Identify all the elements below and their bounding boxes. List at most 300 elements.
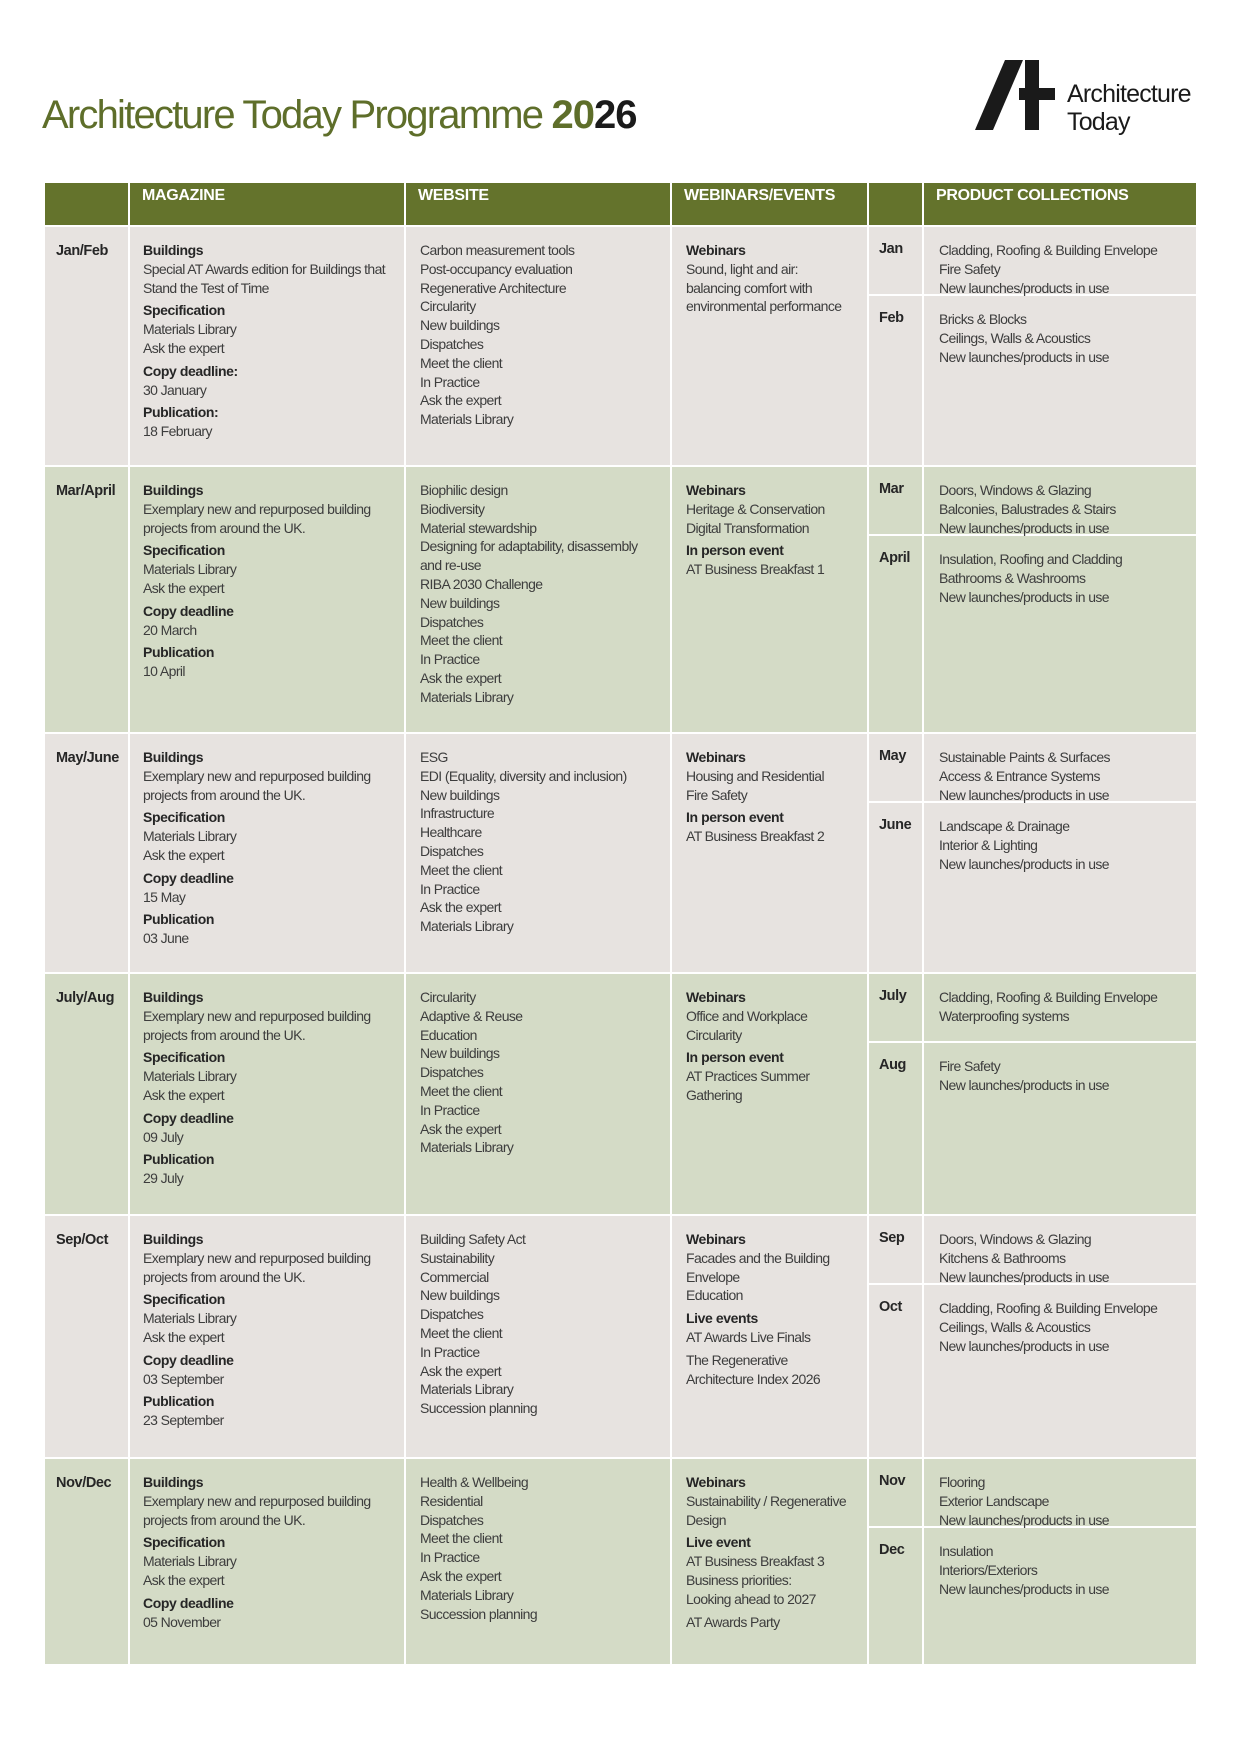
magazine-line: Ask the expert bbox=[143, 1086, 225, 1103]
table-row bbox=[44, 973, 1197, 1215]
events-group bbox=[686, 541, 855, 579]
col-header-magazine: MAGAZINE bbox=[129, 182, 405, 226]
magazine-line: 03 September bbox=[143, 1370, 224, 1387]
magazine-line: 18 February bbox=[143, 423, 212, 440]
product-stack bbox=[924, 467, 1196, 732]
website-cell bbox=[405, 1215, 671, 1458]
product-collection bbox=[924, 1216, 1196, 1285]
month-cell bbox=[868, 973, 923, 1215]
col-header-period bbox=[44, 182, 129, 226]
month-label: July bbox=[869, 974, 922, 1043]
website-topic: Ask the expert bbox=[420, 1120, 502, 1137]
product-item: New launches/products in use bbox=[939, 1337, 1109, 1354]
month-label: Feb bbox=[879, 310, 904, 326]
magazine-group-label: Copy deadline bbox=[143, 1594, 234, 1611]
magazine-line: 03 June bbox=[143, 930, 189, 947]
magazine-group-label: Publication bbox=[143, 911, 215, 928]
month-label: Oct bbox=[879, 1299, 902, 1315]
events-line: AT Awards Live Finals bbox=[686, 1328, 811, 1345]
magazine-cell bbox=[129, 226, 405, 466]
events-cell bbox=[671, 973, 868, 1215]
magazine-line: Materials Library bbox=[143, 561, 237, 578]
architecture-today-logo bbox=[975, 60, 1200, 145]
month-label: Dec bbox=[879, 1542, 905, 1558]
events-line: AT Business Breakfast 1 bbox=[686, 561, 825, 578]
product-item: Fire Safety bbox=[939, 1058, 1001, 1074]
product-item: New launches/products in use bbox=[939, 279, 1109, 296]
product-item: New launches/products in use bbox=[939, 519, 1109, 536]
magazine-cell bbox=[129, 1458, 405, 1665]
website-cell bbox=[405, 226, 671, 466]
product-item: Ceilings, Walls & Acoustics bbox=[939, 329, 1091, 346]
events-group bbox=[686, 481, 855, 537]
product-item: New launches/products in use bbox=[939, 588, 1109, 605]
magazine-line: Materials Library bbox=[143, 1310, 237, 1327]
product-item: Access & Entrance Systems bbox=[939, 767, 1100, 784]
website-topic: Biodiversity bbox=[420, 500, 485, 517]
magazine-cell bbox=[129, 733, 405, 973]
month-label: Nov bbox=[869, 1459, 922, 1528]
magazine-group-label: Specification bbox=[143, 1049, 225, 1066]
website-cell bbox=[405, 733, 671, 973]
magazine-group bbox=[143, 602, 392, 640]
website-topic: Dispatches bbox=[420, 1306, 484, 1323]
events-group-label: Webinars bbox=[686, 1474, 746, 1490]
website-cell bbox=[405, 1458, 671, 1665]
magazine-group bbox=[143, 403, 392, 441]
magazine-line: Ask the expert bbox=[143, 339, 225, 356]
website-topic: Ask the expert bbox=[420, 392, 502, 409]
magazine-group bbox=[143, 1230, 392, 1286]
website-topic: New buildings bbox=[420, 1045, 500, 1062]
table-row bbox=[44, 466, 1197, 733]
period-label: Mar/April bbox=[44, 466, 129, 733]
events-group bbox=[686, 808, 855, 846]
website-topic: Dispatches bbox=[420, 842, 484, 859]
magazine-group bbox=[143, 1150, 392, 1188]
product-stack bbox=[924, 974, 1196, 1214]
events-group bbox=[686, 1533, 855, 1608]
period-label: Sep/Oct bbox=[44, 1215, 129, 1458]
product-stack bbox=[924, 1459, 1196, 1664]
magazine-group-label: Buildings bbox=[143, 242, 204, 258]
events-line: Digital Transformation bbox=[686, 519, 809, 536]
events-cell bbox=[671, 1215, 868, 1458]
events-line: AT Business Breakfast 3 bbox=[686, 1553, 825, 1570]
product-collection bbox=[924, 1528, 1196, 1664]
month-label: Jan bbox=[869, 227, 922, 296]
table-row bbox=[44, 226, 1197, 466]
product-item: Insulation bbox=[939, 1543, 993, 1559]
table-row bbox=[44, 1215, 1197, 1458]
month-label: Sep bbox=[869, 1216, 922, 1285]
col-header-webinars-events: WEBINARS/EVENTS bbox=[671, 182, 868, 226]
magazine-line: Materials Library bbox=[143, 1553, 237, 1570]
magazine-line: Ask the expert bbox=[143, 1571, 225, 1588]
period-label: Nov/Dec bbox=[44, 1458, 129, 1665]
product-cell bbox=[923, 226, 1197, 466]
magazine-line: Materials Library bbox=[143, 321, 237, 338]
magazine-group-label: Publication bbox=[143, 644, 215, 661]
magazine-group bbox=[143, 1109, 392, 1147]
website-topic: Building Safety Act bbox=[420, 1231, 526, 1247]
magazine-cell bbox=[129, 1215, 405, 1458]
website-topic: In Practice bbox=[420, 651, 480, 668]
title-text: Architecture Today Programme bbox=[42, 93, 552, 137]
website-topic: In Practice bbox=[420, 880, 480, 897]
period-label: May/June bbox=[44, 733, 129, 973]
magazine-line: Special AT Awards edition for Buildings that bbox=[143, 260, 386, 277]
website-topic: Health & Wellbeing bbox=[420, 1474, 529, 1490]
magazine-group-label: Publication bbox=[143, 1151, 215, 1168]
website-topic: New buildings bbox=[420, 1287, 500, 1304]
table-row bbox=[44, 1458, 1197, 1665]
website-topic: Meet the client bbox=[420, 632, 503, 649]
website-topic: Meet the client bbox=[420, 861, 503, 878]
table-row bbox=[44, 733, 1197, 973]
website-topic: New buildings bbox=[420, 786, 500, 803]
magazine-group-label: Specification bbox=[143, 302, 225, 319]
product-collection bbox=[924, 1043, 1196, 1214]
product-cell bbox=[923, 466, 1197, 733]
website-topic: Dispatches bbox=[420, 613, 484, 630]
events-line: Looking ahead to 2027 bbox=[686, 1590, 816, 1607]
website-topic: Circularity bbox=[420, 989, 476, 1005]
product-item: Balconies, Balustrades & Stairs bbox=[939, 500, 1116, 517]
magazine-line: 10 April bbox=[143, 663, 185, 680]
magazine-group bbox=[143, 869, 392, 907]
magazine-cell bbox=[129, 973, 405, 1215]
month-label: April bbox=[879, 550, 911, 566]
website-topic: Circularity bbox=[420, 298, 476, 315]
magazine-line: Exemplary new and repurposed building bbox=[143, 1007, 371, 1024]
product-item: Fire Safety bbox=[939, 260, 1001, 277]
product-cell bbox=[923, 1215, 1197, 1458]
events-line: environmental performance bbox=[686, 298, 842, 315]
product-item: Bathrooms & Washrooms bbox=[939, 569, 1086, 586]
website-topic: Meet the client bbox=[420, 354, 503, 371]
magazine-group bbox=[143, 1392, 392, 1430]
events-line: Business priorities: bbox=[686, 1571, 792, 1588]
title-year-part2: 26 bbox=[594, 93, 637, 137]
events-line: AT Business Breakfast 2 bbox=[686, 828, 825, 845]
product-item: New launches/products in use bbox=[939, 348, 1109, 365]
events-group-label: Live event bbox=[686, 1534, 751, 1551]
magazine-line: 15 May bbox=[143, 888, 186, 905]
col-header-month bbox=[868, 182, 923, 226]
magazine-line: Materials Library bbox=[143, 1068, 237, 1085]
website-topic: EDI (Equality, diversity and inclusion) bbox=[420, 767, 627, 784]
events-line: Circularity bbox=[686, 1026, 742, 1043]
magazine-group bbox=[143, 910, 392, 948]
website-topic: Ask the expert bbox=[420, 899, 502, 916]
magazine-line: projects from around the UK. bbox=[143, 519, 306, 536]
magazine-line: Ask the expert bbox=[143, 1328, 225, 1345]
product-item: Kitchens & Bathrooms bbox=[939, 1249, 1066, 1266]
events-group-label: Live events bbox=[686, 1310, 758, 1327]
events-cell bbox=[671, 466, 868, 733]
product-item: Doors, Windows & Glazing bbox=[939, 482, 1092, 498]
product-item: Doors, Windows & Glazing bbox=[939, 1231, 1092, 1247]
website-topic: Dispatches bbox=[420, 1511, 484, 1528]
magazine-group-label: Specification bbox=[143, 1291, 225, 1308]
magazine-line: 05 November bbox=[143, 1613, 221, 1630]
magazine-group bbox=[143, 1473, 392, 1529]
title-year-part1: 20 bbox=[551, 93, 595, 137]
product-item: Ceilings, Walls & Acoustics bbox=[939, 1318, 1091, 1335]
website-topic: Materials Library bbox=[420, 1381, 514, 1398]
magazine-line: projects from around the UK. bbox=[143, 786, 306, 803]
events-group-label: Webinars bbox=[686, 482, 746, 498]
magazine-line: Ask the expert bbox=[143, 579, 225, 596]
magazine-group-label: Copy deadline bbox=[143, 869, 234, 886]
magazine-line: projects from around the UK. bbox=[143, 1511, 306, 1528]
magazine-group-label: Copy deadline bbox=[143, 602, 234, 619]
magazine-group-label: Buildings bbox=[143, 749, 204, 765]
product-collection bbox=[924, 296, 1196, 465]
magazine-line: projects from around the UK. bbox=[143, 1268, 306, 1285]
website-topic: Carbon measurement tools bbox=[420, 242, 575, 258]
magazine-line: 29 July bbox=[143, 1170, 184, 1187]
events-group bbox=[686, 241, 855, 316]
website-topic: Dispatches bbox=[420, 335, 484, 352]
website-topic: Materials Library bbox=[420, 688, 514, 705]
website-topic: ESG bbox=[420, 749, 448, 765]
website-topic: Materials Library bbox=[420, 1586, 514, 1603]
website-topic: Materials Library bbox=[420, 918, 514, 935]
events-group-label: Webinars bbox=[686, 242, 746, 258]
events-line: The Regenerative bbox=[686, 1351, 788, 1368]
magazine-line: projects from around the UK. bbox=[143, 1026, 306, 1043]
website-topic: and re-use bbox=[420, 557, 481, 574]
website-topic: Post-occupancy evaluation bbox=[420, 260, 573, 277]
magazine-group bbox=[143, 748, 392, 804]
website-cell bbox=[405, 973, 671, 1215]
product-item: Waterproofing systems bbox=[939, 1007, 1070, 1024]
magazine-line: Exemplary new and repurposed building bbox=[143, 767, 371, 784]
magazine-group-label: Specification bbox=[143, 1534, 225, 1551]
events-group-label: Webinars bbox=[686, 989, 746, 1005]
table-header-row bbox=[44, 182, 1197, 226]
website-topic: Succession planning bbox=[420, 1605, 538, 1622]
events-line: Gathering bbox=[686, 1086, 743, 1103]
magazine-group-label: Copy deadline bbox=[143, 1351, 234, 1368]
table-body bbox=[44, 226, 1197, 1665]
month-label: May bbox=[869, 734, 922, 803]
events-line: AT Practices Summer bbox=[686, 1068, 810, 1085]
website-topic: Regenerative Architecture bbox=[420, 279, 567, 296]
events-line: Envelope bbox=[686, 1268, 740, 1285]
website-topic: In Practice bbox=[420, 1549, 480, 1566]
events-line: Sustainability / Regenerative bbox=[686, 1492, 847, 1509]
product-stack bbox=[924, 227, 1196, 465]
events-line: Housing and Residential bbox=[686, 767, 824, 784]
website-topic: Meet the client bbox=[420, 1082, 503, 1099]
events-line: Sound, light and air: bbox=[686, 260, 798, 277]
events-cell bbox=[671, 733, 868, 973]
website-topic: Ask the expert bbox=[420, 1567, 502, 1584]
magazine-group bbox=[143, 1351, 392, 1389]
month-stack bbox=[869, 734, 922, 972]
website-topic: Education bbox=[420, 1026, 477, 1043]
events-group-label: In person event bbox=[686, 1049, 784, 1066]
col-header-website: WEBSITE bbox=[405, 182, 671, 226]
month-cell bbox=[868, 226, 923, 466]
magazine-group bbox=[143, 1290, 392, 1346]
product-item: Interior & Lighting bbox=[939, 836, 1038, 853]
magazine-group-label: Specification bbox=[143, 809, 225, 826]
month-stack bbox=[869, 1216, 922, 1457]
website-topic: Materials Library bbox=[420, 1139, 514, 1156]
events-group bbox=[686, 1613, 855, 1632]
events-group bbox=[686, 988, 855, 1044]
events-group-label: In person event bbox=[686, 542, 784, 559]
product-item: New launches/products in use bbox=[939, 1580, 1109, 1597]
magazine-group bbox=[143, 241, 392, 297]
page-title bbox=[42, 90, 637, 140]
product-collection bbox=[924, 467, 1196, 536]
magazine-group-label: Buildings bbox=[143, 1231, 204, 1247]
website-topic: In Practice bbox=[420, 1343, 480, 1360]
website-topic: New buildings bbox=[420, 594, 500, 611]
logo-wordmark bbox=[1067, 80, 1191, 136]
month-stack bbox=[869, 1459, 922, 1664]
product-item: Cladding, Roofing & Building Envelope bbox=[939, 242, 1158, 258]
events-group bbox=[686, 748, 855, 804]
magazine-line: Exemplary new and repurposed building bbox=[143, 1492, 371, 1509]
website-topic: Meet the client bbox=[420, 1530, 503, 1547]
period-label: July/Aug bbox=[44, 973, 129, 1215]
product-item: New launches/products in use bbox=[939, 786, 1109, 803]
month-label: Mar bbox=[869, 467, 922, 536]
magazine-line: Materials Library bbox=[143, 828, 237, 845]
product-cell bbox=[923, 1458, 1197, 1665]
magazine-line: Exemplary new and repurposed building bbox=[143, 1249, 371, 1266]
website-topic: Succession planning bbox=[420, 1400, 538, 1417]
magazine-group-label: Buildings bbox=[143, 1474, 204, 1490]
events-group bbox=[686, 1230, 855, 1305]
programme-table bbox=[43, 181, 1198, 1666]
product-collection bbox=[924, 734, 1196, 803]
product-item: New launches/products in use bbox=[939, 855, 1109, 872]
website-cell bbox=[405, 466, 671, 733]
magazine-cell bbox=[129, 466, 405, 733]
events-line: Education bbox=[686, 1287, 743, 1304]
magazine-group-label: Specification bbox=[143, 542, 225, 559]
month-cell bbox=[868, 733, 923, 973]
website-topic: Commercial bbox=[420, 1268, 489, 1285]
website-topic: Ask the expert bbox=[420, 1362, 502, 1379]
product-collection bbox=[924, 1285, 1196, 1457]
events-group-label: In person event bbox=[686, 809, 784, 826]
events-line: Facades and the Building bbox=[686, 1249, 830, 1266]
website-topic: Dispatches bbox=[420, 1064, 484, 1081]
product-item: New launches/products in use bbox=[939, 1511, 1109, 1528]
events-cell bbox=[671, 1458, 868, 1665]
month-cell bbox=[868, 466, 923, 733]
product-item: Interiors/Exteriors bbox=[939, 1561, 1038, 1578]
events-line: Office and Workplace bbox=[686, 1007, 808, 1024]
at-logo-icon bbox=[975, 60, 1065, 132]
magazine-group bbox=[143, 362, 392, 400]
product-item: Landscape & Drainage bbox=[939, 818, 1070, 834]
month-label: Aug bbox=[879, 1057, 906, 1073]
magazine-group bbox=[143, 1533, 392, 1589]
website-topic: Designing for adaptability, disassembly bbox=[420, 538, 638, 555]
events-group bbox=[686, 1473, 855, 1529]
website-topic: Materials Library bbox=[420, 411, 514, 428]
month-stack bbox=[869, 227, 922, 465]
events-group bbox=[686, 1351, 855, 1389]
website-topic: New buildings bbox=[420, 317, 500, 334]
magazine-group bbox=[143, 1048, 392, 1104]
magazine-line: Ask the expert bbox=[143, 846, 225, 863]
events-group-label: Webinars bbox=[686, 1231, 746, 1247]
product-item: Exterior Landscape bbox=[939, 1492, 1049, 1509]
website-topic: Sustainability bbox=[420, 1249, 495, 1266]
product-item: New launches/products in use bbox=[939, 1268, 1109, 1285]
product-item: New launches/products in use bbox=[939, 1076, 1109, 1093]
magazine-group bbox=[143, 1594, 392, 1632]
month-label: June bbox=[879, 817, 912, 833]
product-collection bbox=[924, 536, 1196, 732]
logo-line-1: Architecture bbox=[1067, 80, 1191, 108]
magazine-line: 30 January bbox=[143, 381, 207, 398]
product-item: Cladding, Roofing & Building Envelope bbox=[939, 989, 1158, 1005]
logo-line-2: Today bbox=[1067, 108, 1130, 136]
month-stack bbox=[869, 974, 922, 1214]
product-item: Insulation, Roofing and Cladding bbox=[939, 551, 1123, 567]
magazine-group bbox=[143, 301, 392, 357]
website-topic: Material stewardship bbox=[420, 519, 537, 536]
product-item: Sustainable Paints & Surfaces bbox=[939, 749, 1110, 765]
product-item: Cladding, Roofing & Building Envelope bbox=[939, 1300, 1158, 1316]
magazine-group-label: Copy deadline: bbox=[143, 362, 238, 379]
website-topic: RIBA 2030 Challenge bbox=[420, 575, 543, 592]
events-line: Heritage & Conservation bbox=[686, 500, 825, 517]
magazine-line: 20 March bbox=[143, 621, 197, 638]
events-line: Design bbox=[686, 1511, 726, 1528]
month-stack bbox=[869, 467, 922, 732]
events-line: AT Awards Party bbox=[686, 1613, 780, 1630]
magazine-group-label: Buildings bbox=[143, 482, 204, 498]
product-item: Bricks & Blocks bbox=[939, 311, 1027, 327]
magazine-line: Exemplary new and repurposed building bbox=[143, 500, 371, 517]
website-topic: Biophilic design bbox=[420, 482, 508, 498]
events-group-label: Webinars bbox=[686, 749, 746, 765]
magazine-group bbox=[143, 808, 392, 864]
product-collection bbox=[924, 227, 1196, 296]
magazine-group bbox=[143, 541, 392, 597]
month-cell bbox=[868, 1458, 923, 1665]
month-cell bbox=[868, 1215, 923, 1458]
events-line: Fire Safety bbox=[686, 786, 748, 803]
website-topic: Ask the expert bbox=[420, 669, 502, 686]
product-stack bbox=[924, 734, 1196, 972]
events-cell bbox=[671, 226, 868, 466]
period-label: Jan/Feb bbox=[44, 226, 129, 466]
website-topic: Infrastructure bbox=[420, 805, 495, 822]
product-collection bbox=[924, 974, 1196, 1043]
magazine-line: 23 September bbox=[143, 1412, 224, 1429]
magazine-group bbox=[143, 643, 392, 681]
website-topic: Healthcare bbox=[420, 824, 482, 841]
events-line: balancing comfort with bbox=[686, 279, 813, 296]
website-topic: In Practice bbox=[420, 1101, 480, 1118]
website-topic: In Practice bbox=[420, 373, 480, 390]
events-group bbox=[686, 1309, 855, 1347]
website-topic: Residential bbox=[420, 1492, 483, 1509]
